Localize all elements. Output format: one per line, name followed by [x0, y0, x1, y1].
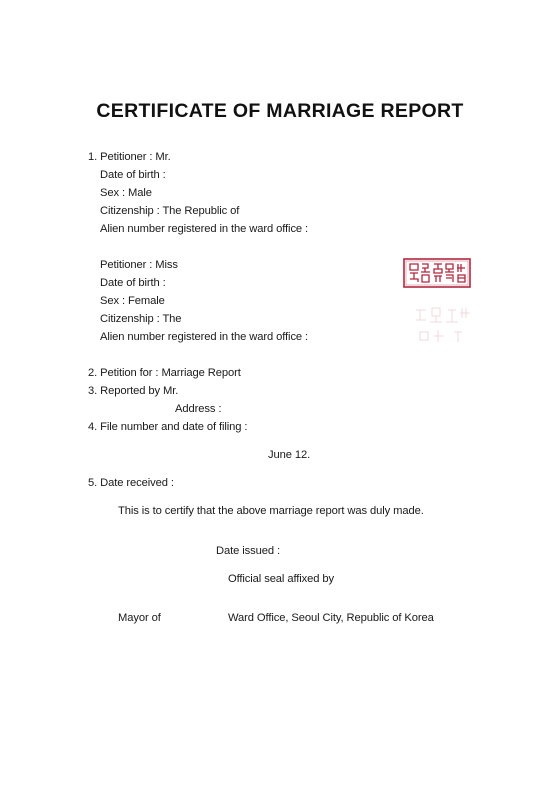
petitioner-1-citizenship: Citizenship : The Republic of	[100, 205, 240, 217]
certification-statement: This is to certify that the above marriage report was duly made.	[118, 505, 424, 517]
mayor-of: Mayor of	[118, 612, 161, 624]
file-number-date: 4. File number and date of filing :	[88, 421, 248, 433]
petitioner-1-sex: Sex : Male	[100, 187, 152, 199]
petitioner-2-heading: Petitioner : Miss	[100, 259, 178, 271]
petition-for: 2. Petition for : Marriage Report	[88, 367, 241, 379]
reported-by: 3. Reported by Mr.	[88, 385, 179, 397]
date-issued: Date issued :	[216, 545, 280, 557]
official-seal-affixed: Official seal affixed by	[228, 573, 335, 585]
petitioner-2-citizenship: Citizenship : The	[100, 313, 182, 325]
filing-date: June 12.	[268, 449, 311, 461]
petitioner-2-alien-number: Alien number registered in the ward office :	[100, 331, 309, 343]
document-title: CERTIFICATE OF MARRIAGE REPORT	[96, 100, 464, 122]
petitioner-1-alien-number: Alien number registered in the ward office :	[100, 223, 309, 235]
reporter-address: Address :	[175, 403, 222, 415]
ward-office-line: Ward Office, Seoul City, Republic of Korea	[228, 612, 434, 624]
red-seal-stamp	[403, 258, 471, 288]
faint-seal-impression	[412, 304, 474, 348]
date-received: 5. Date received :	[88, 477, 174, 489]
petitioner-2-sex: Sex : Female	[100, 295, 165, 307]
petitioner-1-heading: 1. Petitioner : Mr.	[88, 151, 171, 163]
petitioner-2-dob: Date of birth :	[100, 277, 166, 289]
petitioner-1-dob: Date of birth :	[100, 169, 166, 181]
